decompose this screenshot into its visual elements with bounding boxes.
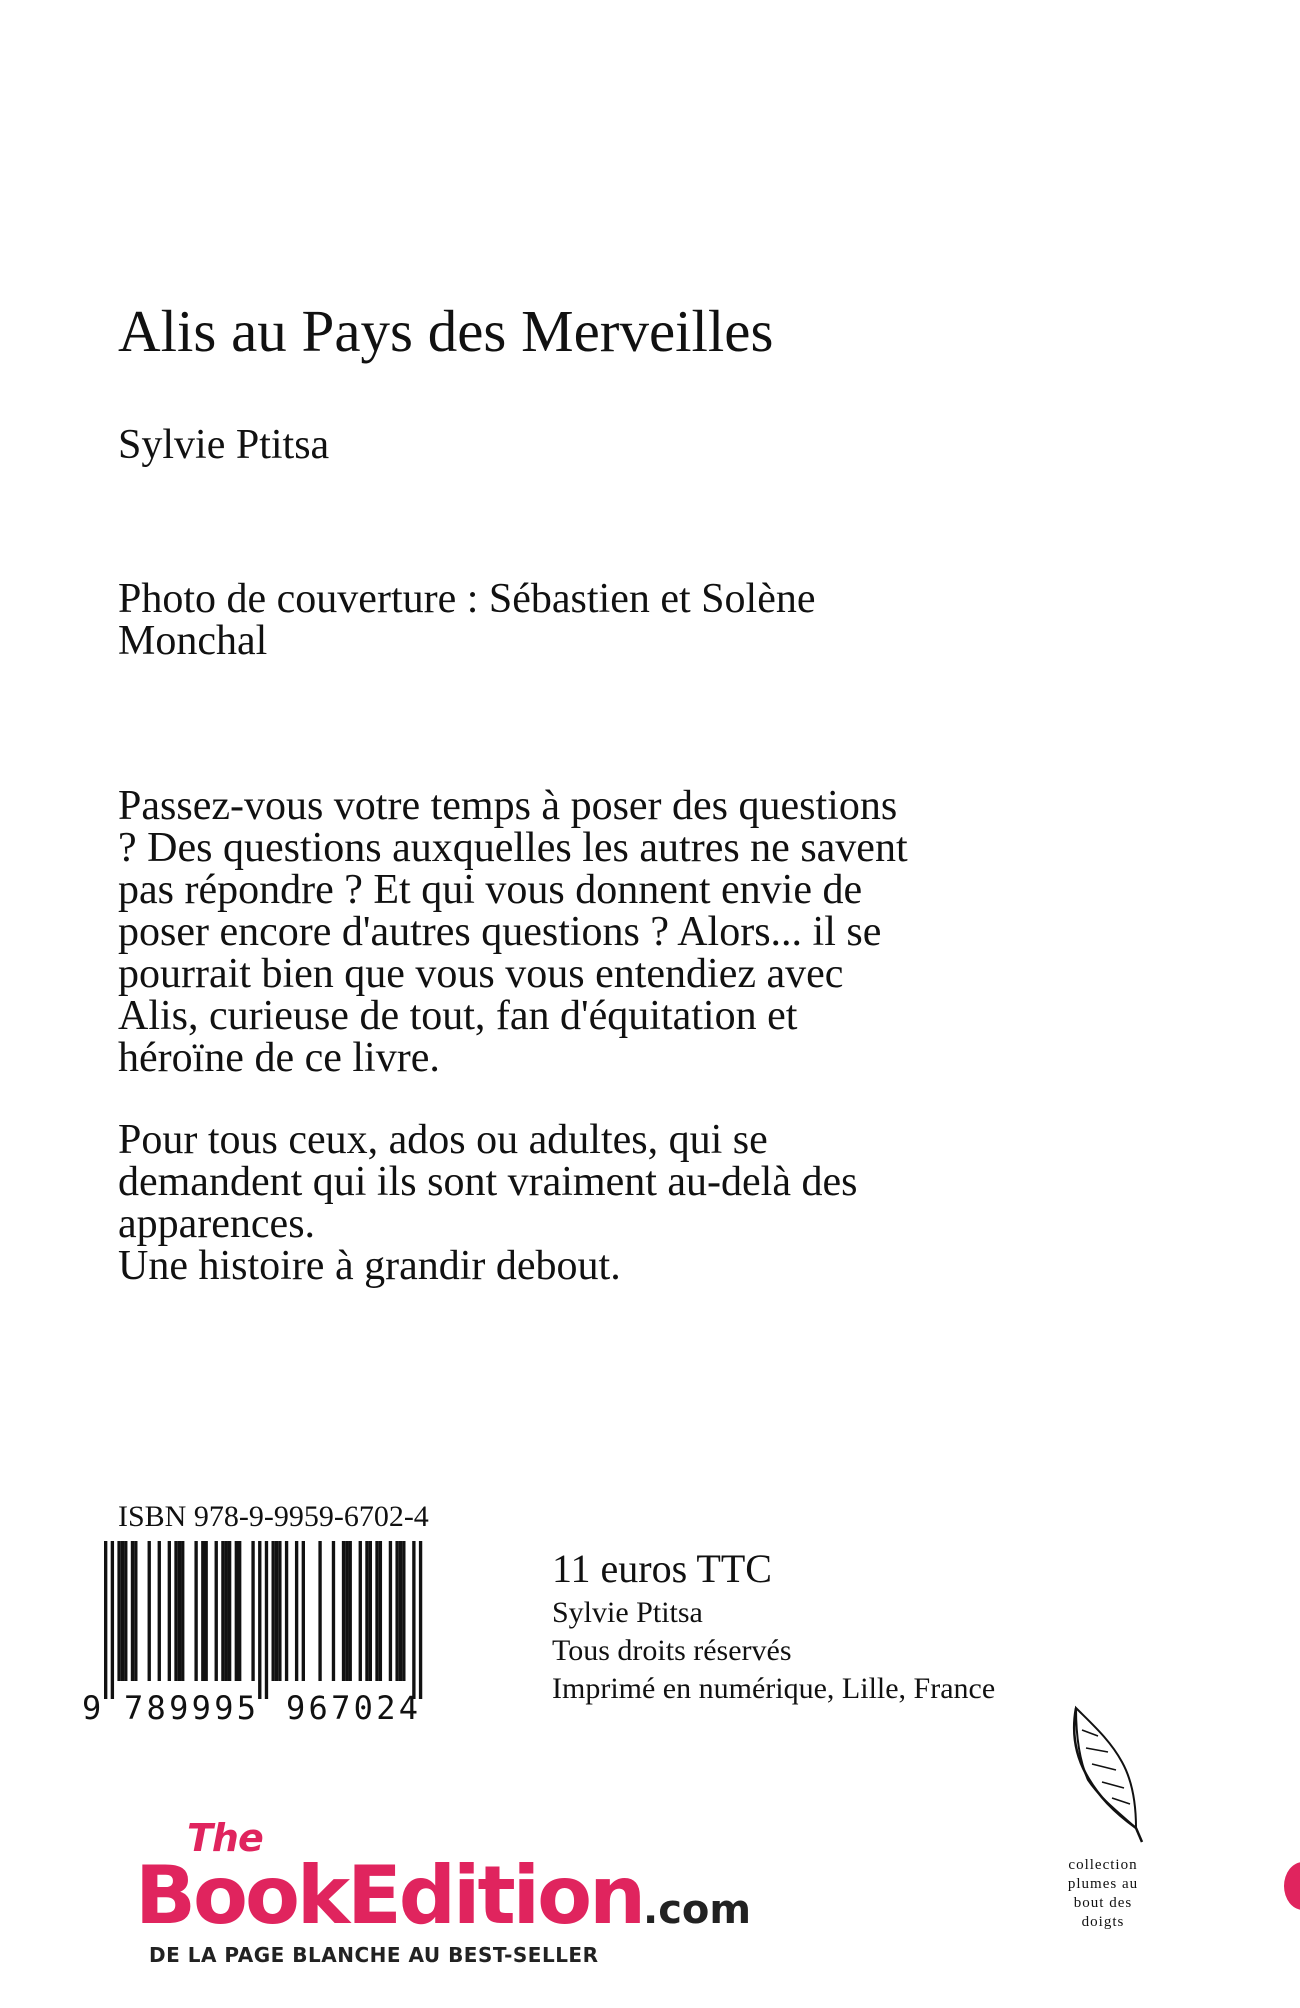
barcode-bar — [228, 1541, 231, 1681]
logo-tagline: DE LA PAGE BLANCHE AU BEST-SELLER — [149, 1943, 599, 1967]
barcode-bar — [121, 1541, 124, 1681]
barcode-bar — [345, 1541, 348, 1681]
colophon-printing: Imprimé en numérique, Lille, France — [552, 1672, 996, 1705]
barcode-digits-right: 967024 — [286, 1689, 418, 1727]
book-title: Alis au Pays des Merveilles — [118, 298, 774, 364]
collection-line: collection — [1068, 1857, 1138, 1873]
isbn-label: ISBN 978-9-9959-6702-4 — [118, 1500, 429, 1533]
collection-line: doigts — [1081, 1914, 1125, 1930]
barcode-bar — [124, 1541, 127, 1681]
collection-name — [1048, 1856, 1158, 1932]
barcode-bar — [168, 1541, 171, 1681]
back-cover-blurb — [118, 785, 918, 1287]
barcode-bar — [221, 1541, 224, 1681]
barcode-bar — [412, 1541, 415, 1699]
barcode-bar — [235, 1541, 238, 1681]
barcode-bar — [111, 1541, 114, 1699]
barcode-bar — [399, 1541, 402, 1681]
collection-line: plumes au — [1067, 1876, 1139, 1892]
barcode-bar — [238, 1541, 241, 1681]
barcode-bar — [365, 1541, 368, 1681]
barcode-digits-left: 789995 — [124, 1689, 256, 1727]
barcode-bar — [205, 1541, 208, 1681]
logo-wordmark — [135, 1849, 752, 1952]
quill-feather-icon — [1052, 1700, 1162, 1850]
blurb-paragraph: Une histoire à grandir debout. — [118, 1243, 621, 1289]
barcode-bar — [379, 1541, 382, 1681]
barcode-bar — [285, 1541, 288, 1681]
barcode-bar — [194, 1541, 197, 1681]
barcode-bar — [402, 1541, 405, 1681]
barcode-bar — [295, 1541, 298, 1681]
photo-credit: Photo de couverture : Sébastien et Solène Monchal — [118, 576, 816, 664]
colophon-rights: Tous droits réservés — [552, 1634, 792, 1667]
barcode-bar — [201, 1541, 204, 1681]
barcode-bar — [181, 1541, 184, 1681]
barcode-bar — [272, 1541, 275, 1681]
blurb-paragraph: Passez-vous votre temps à poser des questions ? Des questions auxquelles les autres ne savent pas répondre ? Et qui vous donnent envie de poser encore d'autres questions ? Alors... il se pourrait bien que vous vous entendiez avec Alis, curieuse de tout, fan d'équitation et héroïne de ce livre. — [118, 783, 908, 1081]
colophon-author: Sylvie Ptitsa — [552, 1596, 703, 1629]
barcode-bar — [369, 1541, 372, 1681]
book-author: Sylvie Ptitsa — [118, 422, 330, 468]
isbn-barcode — [76, 1541, 496, 1731]
barcode-bar — [419, 1541, 422, 1699]
blurb-paragraph: Pour tous ceux, ados ou adultes, qui se demandent qui ils sont vraiment au-delà des apparences. — [118, 1117, 858, 1247]
barcode-bars — [104, 1541, 422, 1699]
barcode-bar — [251, 1541, 254, 1681]
barcode-bar — [332, 1541, 335, 1681]
barcode-bar — [117, 1541, 120, 1681]
barcode-bar — [178, 1541, 181, 1681]
barcode-bar — [225, 1541, 228, 1681]
barcode-bar — [104, 1541, 107, 1699]
barcode-digit-first: 9 — [82, 1689, 102, 1727]
edge-mark — [1284, 1862, 1300, 1910]
barcode-bar — [275, 1541, 278, 1681]
barcode-bar — [131, 1541, 134, 1681]
barcode-bar — [265, 1541, 268, 1699]
barcode-bar — [318, 1541, 321, 1681]
collection-badge — [1040, 1700, 1200, 2000]
barcode-bar — [389, 1541, 392, 1681]
logo-main-text: BookEdition — [135, 1849, 644, 1942]
barcode-bar — [174, 1541, 177, 1681]
barcode-bar — [395, 1541, 398, 1681]
barcode-bar — [215, 1541, 218, 1681]
barcode-bar — [349, 1541, 352, 1681]
barcode-bar — [134, 1541, 137, 1681]
barcode-bar — [375, 1541, 378, 1681]
barcode-bar — [278, 1541, 281, 1681]
barcode-bar — [148, 1541, 151, 1681]
barcode-bar — [359, 1541, 362, 1681]
barcode-bar — [258, 1541, 261, 1699]
barcode-bar — [342, 1541, 345, 1681]
collection-line: bout des — [1073, 1895, 1133, 1911]
barcode-bar — [302, 1541, 305, 1681]
logo-suffix: .com — [643, 1887, 752, 1933]
barcode-bar — [158, 1541, 161, 1681]
price: 11 euros TTC — [552, 1546, 772, 1591]
bookedition-logo — [135, 1816, 752, 2008]
logo-the: The — [187, 1816, 263, 1860]
